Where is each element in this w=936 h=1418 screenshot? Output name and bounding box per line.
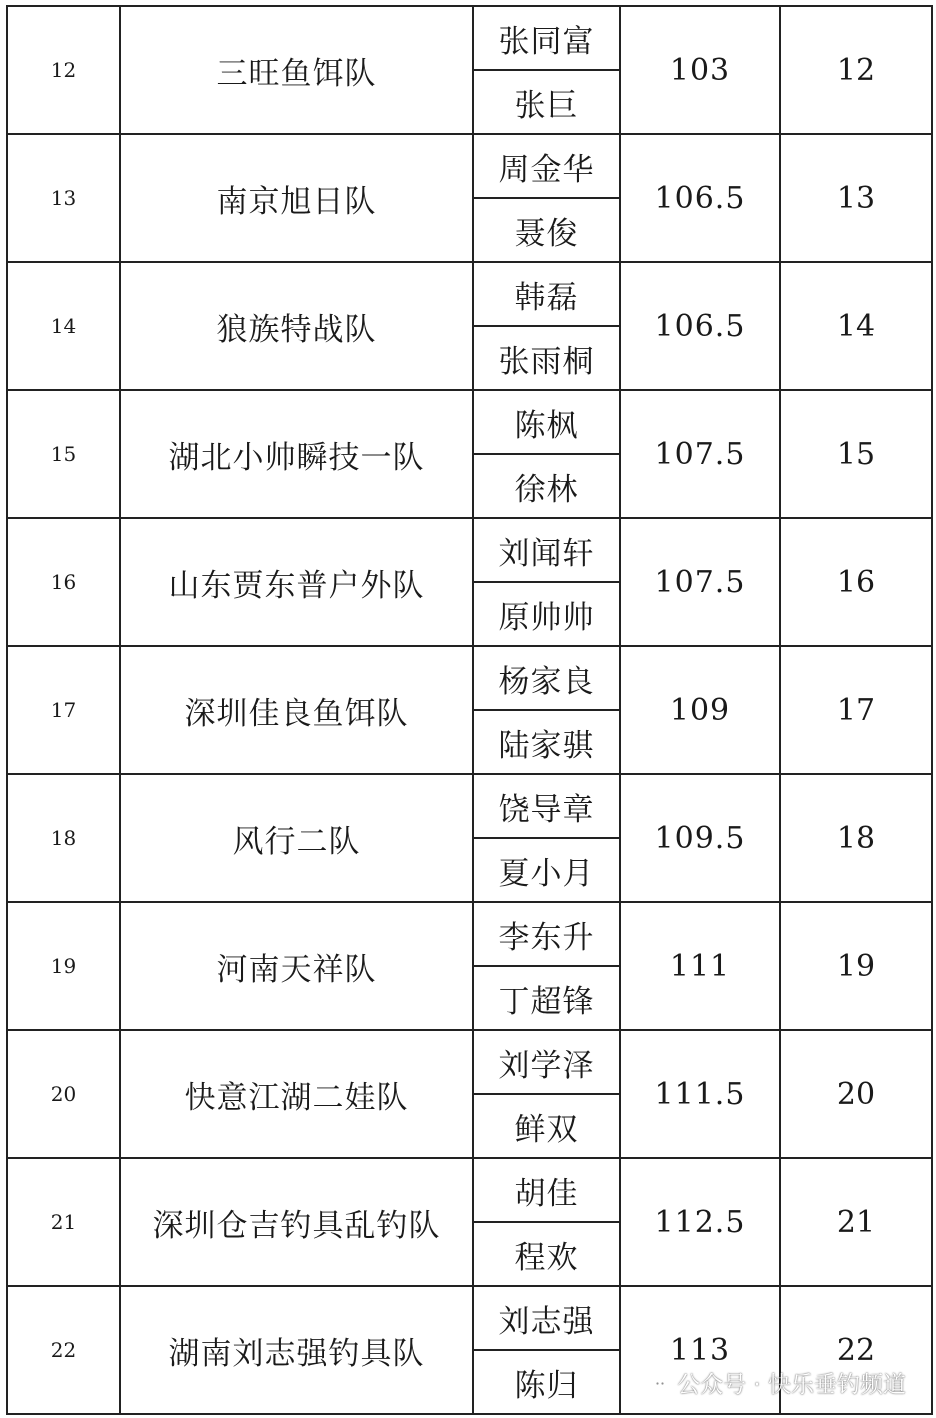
team-score: 113 — [620, 1286, 780, 1414]
table-row — [7, 262, 932, 326]
member-name: 鲜双 — [473, 1094, 620, 1158]
team-score: 111 — [620, 902, 780, 1030]
team-rank: 19 — [780, 902, 932, 1030]
table-body — [7, 6, 932, 1414]
team-name: 山东贾东普户外队 — [120, 518, 473, 646]
team-score: 106.5 — [620, 262, 780, 390]
team-score: 107.5 — [620, 518, 780, 646]
member-name: 程欢 — [473, 1222, 620, 1286]
member-name: 韩磊 — [473, 262, 620, 326]
wechat-icon — [643, 1371, 669, 1393]
team-rank: 13 — [780, 134, 932, 262]
table-row — [7, 774, 932, 838]
team-rank: 22 — [780, 1286, 932, 1414]
team-number: 19 — [7, 902, 120, 1030]
member-name: 原帅帅 — [473, 582, 620, 646]
member-name: 陈归 — [473, 1350, 620, 1414]
table-row — [7, 518, 932, 582]
team-rank: 15 — [780, 390, 932, 518]
member-name: 张雨桐 — [473, 326, 620, 390]
team-score: 109 — [620, 646, 780, 774]
team-name: 风行二队 — [120, 774, 473, 902]
table-row — [7, 134, 932, 198]
team-number: 16 — [7, 518, 120, 646]
member-name: 周金华 — [473, 134, 620, 198]
team-score: 109.5 — [620, 774, 780, 902]
team-number: 17 — [7, 646, 120, 774]
team-number: 13 — [7, 134, 120, 262]
member-name: 刘闻轩 — [473, 518, 620, 582]
table-row — [7, 1030, 932, 1094]
member-name: 聂俊 — [473, 198, 620, 262]
member-name: 丁超锋 — [473, 966, 620, 1030]
team-number: 15 — [7, 390, 120, 518]
team-score: 103 — [620, 6, 780, 134]
team-name: 南京旭日队 — [120, 134, 473, 262]
member-name: 夏小月 — [473, 838, 620, 902]
table-row — [7, 6, 932, 70]
table-row — [7, 646, 932, 710]
team-rank: 20 — [780, 1030, 932, 1158]
table-row — [7, 902, 932, 966]
member-name: 张巨 — [473, 70, 620, 134]
team-name: 深圳仓吉钓具乱钓队 — [120, 1158, 473, 1286]
member-name: 胡佳 — [473, 1158, 620, 1222]
team-number: 22 — [7, 1286, 120, 1414]
team-score: 106.5 — [620, 134, 780, 262]
table-row — [7, 390, 932, 454]
team-name: 三旺鱼饵队 — [120, 6, 473, 134]
member-name: 饶导章 — [473, 774, 620, 838]
member-name: 徐林 — [473, 454, 620, 518]
team-number: 12 — [7, 6, 120, 134]
team-name: 狼族特战队 — [120, 262, 473, 390]
team-rank: 14 — [780, 262, 932, 390]
member-name: 陈枫 — [473, 390, 620, 454]
watermark — [643, 1366, 906, 1398]
member-name: 张同富 — [473, 6, 620, 70]
results-table — [6, 5, 933, 1415]
table-row — [7, 1286, 932, 1350]
team-name: 湖北小帅瞬技一队 — [120, 390, 473, 518]
team-score: 111.5 — [620, 1030, 780, 1158]
team-number: 14 — [7, 262, 120, 390]
member-name: 李东升 — [473, 902, 620, 966]
team-name: 深圳佳良鱼饵队 — [120, 646, 473, 774]
member-name: 刘志强 — [473, 1286, 620, 1350]
team-number: 20 — [7, 1030, 120, 1158]
team-name: 快意江湖二娃队 — [120, 1030, 473, 1158]
member-name: 杨家良 — [473, 646, 620, 710]
team-rank: 18 — [780, 774, 932, 902]
team-rank: 17 — [780, 646, 932, 774]
team-number: 21 — [7, 1158, 120, 1286]
table-row — [7, 1158, 932, 1222]
team-rank: 21 — [780, 1158, 932, 1286]
watermark-text: 公众号 · 快乐垂钓频道 — [677, 1371, 906, 1398]
member-name: 陆家骐 — [473, 710, 620, 774]
team-score: 112.5 — [620, 1158, 780, 1286]
team-name: 湖南刘志强钓具队 — [120, 1286, 473, 1414]
team-rank: 12 — [780, 6, 932, 134]
team-rank: 16 — [780, 518, 932, 646]
team-number: 18 — [7, 774, 120, 902]
team-name: 河南天祥队 — [120, 902, 473, 1030]
member-name: 刘学泽 — [473, 1030, 620, 1094]
team-score: 107.5 — [620, 390, 780, 518]
